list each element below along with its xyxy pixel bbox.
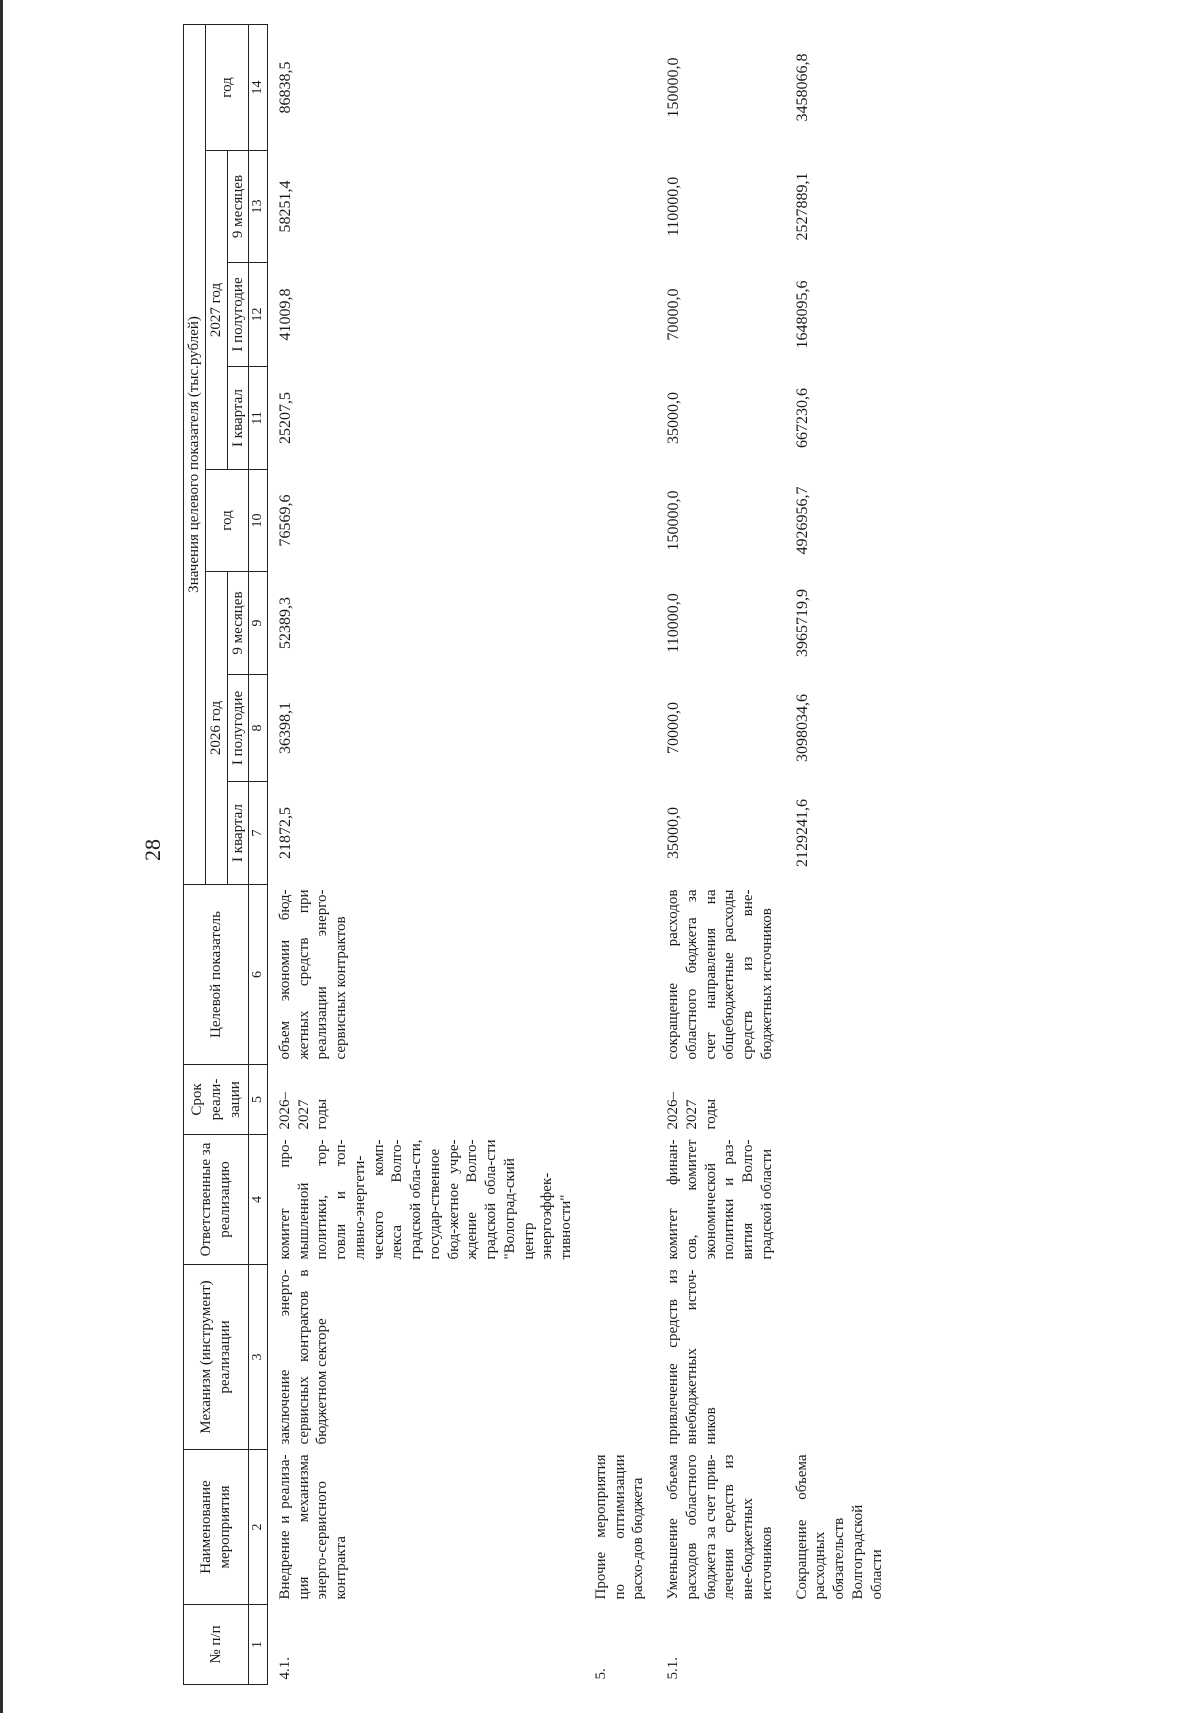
row-term: 2026–2027 годы xyxy=(665,1092,719,1130)
row-mechanism xyxy=(584,1265,656,1450)
row-num xyxy=(785,1605,895,1685)
col-number: 2 xyxy=(249,1450,268,1605)
col-number: 6 xyxy=(249,885,268,1065)
col-number: 4 xyxy=(249,1135,268,1265)
header-year-2026: 2026 год xyxy=(205,572,227,885)
header-2027-q1: I квартал xyxy=(227,367,249,470)
table-row-total xyxy=(785,24,895,1684)
row-responsible xyxy=(584,1135,656,1265)
col-number: 8 xyxy=(249,675,268,782)
value-cell: 35000,0 xyxy=(665,807,682,859)
value-cell xyxy=(584,782,656,885)
value-cell: 110000,0 xyxy=(665,593,682,653)
value-cell: 86838,5 xyxy=(276,61,294,114)
header-2027-year: год xyxy=(205,24,249,150)
header-term: Срок реали-зации xyxy=(184,1065,249,1135)
value-cell: 110000,0 xyxy=(665,176,682,237)
header-2027-9m: 9 месяцев xyxy=(227,151,249,263)
row-num: 5.1. xyxy=(665,1657,681,1680)
row-indicator xyxy=(785,885,895,1065)
value-cell xyxy=(584,675,656,782)
row-mechanism: заключение энерго-сервисных контрактов в бюджетном секторе xyxy=(276,1269,331,1445)
row-indicator xyxy=(584,885,656,1065)
page-number: 28 xyxy=(140,839,165,861)
col-number: 10 xyxy=(249,470,268,572)
row-term xyxy=(785,1065,895,1135)
value-cell: 2527889,1 xyxy=(793,172,811,241)
value-cell: 4926956,7 xyxy=(793,486,811,555)
value-cell: 667230,6 xyxy=(793,388,811,448)
row-num: 5. xyxy=(592,1668,609,1680)
col-number: 5 xyxy=(249,1065,268,1135)
value-cell: 3965719,9 xyxy=(793,589,811,657)
value-cell: 58251,4 xyxy=(276,180,294,233)
header-2026-year: год xyxy=(205,470,249,572)
row-mechanism xyxy=(785,1265,895,1450)
header-2026-q1: I квартал xyxy=(227,782,249,885)
value-cell: 70000,0 xyxy=(665,702,682,754)
row-indicator: объем экономии бюд-жетных средств при реализации энерго-сервисных контрактов xyxy=(276,889,349,1060)
table-row xyxy=(267,24,584,1684)
col-number: 12 xyxy=(249,263,268,367)
value-cell xyxy=(584,572,656,675)
col-number: 7 xyxy=(249,782,268,885)
value-cell: 3458066,8 xyxy=(793,53,811,122)
row-name: Сокращение объема расходных обязательств Волгоградской области xyxy=(793,1454,885,1600)
header-num: № п/п xyxy=(184,1605,249,1685)
value-cell: 52389,3 xyxy=(276,597,294,649)
row-term: 2026–2027 годы xyxy=(276,1092,331,1130)
row-responsible xyxy=(785,1135,895,1265)
row-name: Прочие мероприятия по оптимизации расхо-дов бюджета xyxy=(592,1454,647,1600)
row-term xyxy=(584,1065,656,1135)
value-cell xyxy=(584,263,656,367)
header-year-2027: 2027 год xyxy=(205,151,227,470)
row-num: 4.1. xyxy=(276,1657,293,1680)
value-cell xyxy=(584,24,656,150)
value-cell: 1648095,6 xyxy=(793,280,811,349)
value-cell: 3098034,6 xyxy=(793,694,811,762)
budget-measures-table xyxy=(183,24,894,1685)
row-responsible: комитет финан-сов, комитет экономической политики и раз-вития Волго-градской области xyxy=(665,1139,775,1260)
col-number: 11 xyxy=(249,367,268,470)
header-indicator: Целевой показатель xyxy=(184,885,249,1065)
header-responsible: Ответственные за реализацию xyxy=(184,1135,249,1265)
value-cell: 41009,8 xyxy=(276,288,294,341)
value-cell: 70000,0 xyxy=(665,288,682,341)
table-row xyxy=(584,24,656,1684)
header-2027-h1: I полугодие xyxy=(227,263,249,367)
table-row xyxy=(656,24,785,1684)
header-values-group: Значения целевого показателя (тыс.рублей) xyxy=(184,24,206,884)
header-2026-h1: I полугодие xyxy=(227,675,249,782)
value-cell: 35000,0 xyxy=(665,392,682,444)
row-name: Внедрение и реализа-ция механизма энерго-сервисного контракта xyxy=(276,1454,349,1600)
value-cell: 150000,0 xyxy=(665,490,682,551)
col-number: 14 xyxy=(249,24,268,150)
value-cell: 36398,1 xyxy=(276,702,294,754)
col-number: 1 xyxy=(249,1605,268,1685)
header-2026-9m: 9 месяцев xyxy=(227,572,249,675)
col-number: 3 xyxy=(249,1265,268,1450)
col-number: 13 xyxy=(249,151,268,263)
value-cell: 2129241,6 xyxy=(793,799,811,867)
value-cell: 150000,0 xyxy=(665,57,682,118)
value-cell xyxy=(584,367,656,470)
col-number: 9 xyxy=(249,572,268,675)
header-mechanism: Механизм (инструмент) реализации xyxy=(184,1265,249,1450)
value-cell: 76569,6 xyxy=(276,494,294,547)
row-mechanism: привлечение средств из внебюджетных источ-ников xyxy=(665,1269,719,1445)
value-cell: 21872,5 xyxy=(276,807,294,859)
row-responsible: комитет про-мышленной политики, тор-говли и топ-ливно-энергети-ческого комп-лекса Волго-градской обла-сти, государ-ственное бюд-жетное учре-ждение Волго-градской обла-сти "Волоград-ский центр энергоэффек-тивности" xyxy=(276,1139,574,1260)
row-indicator: сокращение расходов областного бюджета за счет направления на общебюджетные расходы средств из вне-бюджетных источников xyxy=(665,889,775,1060)
value-cell: 25207,5 xyxy=(276,392,294,444)
value-cell xyxy=(584,470,656,572)
row-name: Уменьшение объема расходов областного бюджета за счет прив-лечения средств из вне-бюджетных источников xyxy=(665,1454,775,1600)
header-name: Наименование мероприятия xyxy=(184,1450,249,1605)
value-cell xyxy=(584,151,656,263)
